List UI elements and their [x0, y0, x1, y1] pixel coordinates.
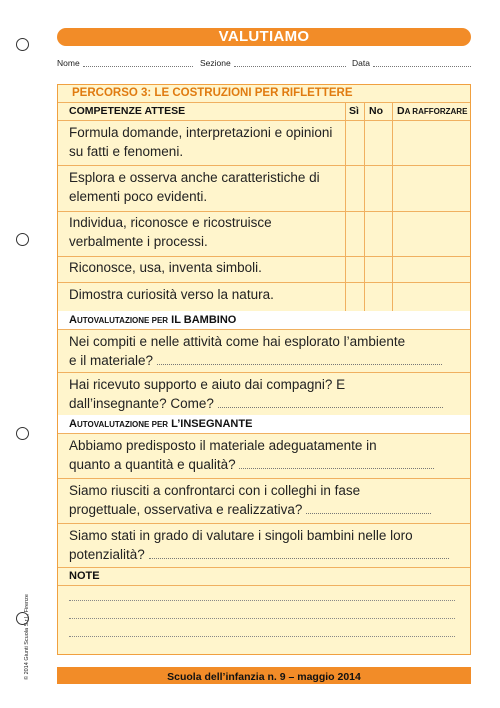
student-info-line — [57, 58, 471, 72]
col-header-rafforzare: DA RAFFORZARE — [397, 105, 468, 117]
binder-hole-top — [16, 38, 29, 51]
answer-line[interactable] — [306, 504, 431, 514]
footer-banner — [57, 667, 471, 684]
notes-line[interactable] — [69, 618, 455, 619]
percorso-title: PERCORSO 3: LE COSTRUZIONI PER RIFLETTERE — [72, 87, 353, 99]
name-field[interactable] — [83, 59, 193, 67]
question-bambino: Hai ricevuto supporto e aiuto dai compagni? E dall’insegnante? Come? — [69, 375, 465, 413]
evaluation-form — [57, 84, 471, 655]
answer-line[interactable] — [218, 398, 443, 408]
section-field[interactable] — [234, 59, 346, 67]
answer-line[interactable] — [157, 355, 442, 365]
question-insegnante: Siamo stati in grado di valutare i singoli bambini nelle loro potenzialità? — [69, 526, 465, 564]
notes-line[interactable] — [69, 600, 455, 601]
page-title: VALUTIAMO — [218, 28, 310, 45]
col-header-competenze: COMPETENZE ATTESE — [69, 105, 186, 117]
date-label: Data — [352, 58, 370, 68]
col-header-no: No — [369, 105, 383, 117]
section-heading-insegnante: AUTOVALUTAZIONE PER L’INSEGNANTE — [69, 418, 253, 430]
answer-line[interactable] — [149, 549, 449, 559]
title-banner — [57, 28, 471, 46]
question-insegnante: Siamo riusciti a confrontarci con i colleghi in fase progettuale, osservativa e realizzativa? — [69, 481, 465, 519]
date-field[interactable] — [373, 59, 471, 67]
competenza-item: Esplora e osserva anche caratteristiche di elementi poco evidenti. — [69, 170, 320, 204]
competenza-item: Riconosce, usa, inventa simboli. — [69, 260, 262, 275]
competenza-item: Individua, riconosce e ricostruisce verbalmente i processi. — [69, 215, 272, 249]
copyright-notice: © 2014 Giunti Scuola S.r.l., Firenze — [24, 594, 30, 680]
footer-text: Scuola dell’infanzia n. 9 – maggio 2014 — [167, 671, 361, 683]
binder-hole-middle — [16, 233, 29, 246]
competenza-item: Dimostra curiosità verso la natura. — [69, 287, 274, 302]
answer-line[interactable] — [239, 459, 434, 469]
section-label: Sezione — [200, 58, 231, 68]
notes-line[interactable] — [69, 636, 455, 637]
question-bambino: Nei compiti e nelle attività come hai esplorato l’ambiente e il materiale? — [69, 332, 465, 370]
notes-heading: NOTE — [69, 570, 100, 582]
section-heading-bambino: AUTOVALUTAZIONE PER IL BAMBINO — [69, 314, 237, 326]
question-insegnante: Abbiamo predisposto il materiale adeguatamente in quanto a quantità e qualità? — [69, 436, 465, 474]
name-label: Nome — [57, 58, 80, 68]
col-header-si: Sì — [349, 105, 359, 117]
competenza-item: Formula domande, interpretazioni e opinioni su fatti e fenomeni. — [69, 125, 333, 159]
binder-hole-lower — [16, 427, 29, 440]
